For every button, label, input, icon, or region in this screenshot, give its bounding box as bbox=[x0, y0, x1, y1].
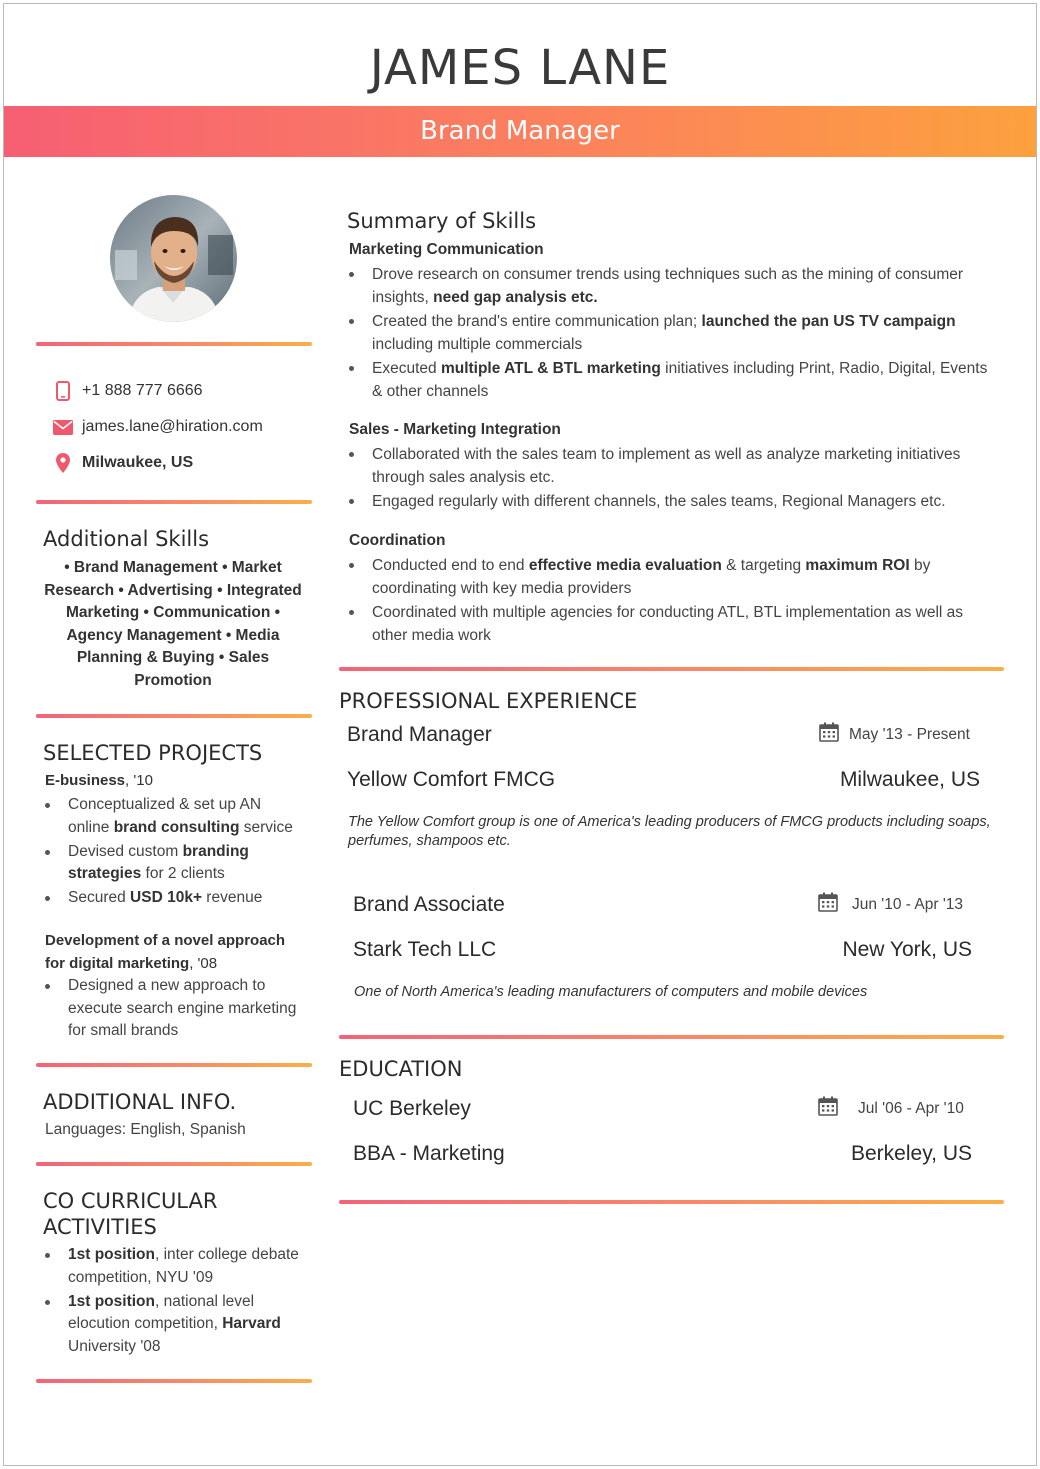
list-item: Engaged regularly with different channels, the sales teams, Regional Managers etc. bbox=[349, 490, 989, 513]
summary-title: Summary of Skills bbox=[347, 209, 537, 233]
divider-line bbox=[36, 1063, 312, 1067]
divider-line bbox=[36, 1162, 312, 1166]
divider-line bbox=[36, 714, 312, 718]
email-address[interactable]: james.lane@hiration.com bbox=[82, 418, 263, 435]
summary-bullets bbox=[349, 554, 989, 648]
list-item: 1st position, inter college debate competition, NYU '09 bbox=[45, 1244, 305, 1289]
additional-skills-title: Additional Skills bbox=[43, 527, 210, 551]
contact-location bbox=[52, 451, 193, 475]
list-item: Drove research on consumer trends using techniques such as the mining of consumer insights, need gap analysis etc. bbox=[349, 263, 989, 309]
project-name: Development of a novel approach for digital marketing bbox=[45, 932, 286, 972]
date-range: Jun '10 - Apr '13 bbox=[852, 895, 964, 913]
project-year: , '10 bbox=[125, 772, 153, 789]
list-item: Executed multiple ATL & BTL marketing initiatives including Print, Radio, Digital, Events & other channels bbox=[349, 357, 989, 403]
selected-projects-title: SELECTED PROJECTS bbox=[43, 741, 263, 765]
mail-icon bbox=[52, 416, 74, 438]
contact-email bbox=[52, 415, 263, 439]
project-heading bbox=[45, 930, 305, 975]
divider-line bbox=[339, 1200, 1004, 1204]
phone-number[interactable]: +1 888 777 6666 bbox=[82, 382, 203, 399]
divider-line bbox=[36, 342, 312, 346]
divider-line bbox=[339, 1035, 1004, 1039]
title-banner bbox=[4, 106, 1036, 157]
summary-group-title: Sales - Marketing Integration bbox=[349, 421, 561, 438]
project-heading bbox=[45, 772, 153, 789]
location-text: Milwaukee, US bbox=[82, 454, 194, 471]
additional-skills-list: • Brand Management • Market Research • Advertising • Integrated Marketing • Communication • Agency Management • Media Planning & Buying • Sales Promotion bbox=[44, 559, 302, 689]
job-title: Brand Manager bbox=[347, 723, 492, 746]
job-date bbox=[818, 892, 963, 917]
role-title: Brand Manager bbox=[420, 116, 620, 146]
avatar bbox=[110, 195, 237, 322]
job-description: The Yellow Comfort group is one of America's leading producers of FMCG products including soaps, perfumes, shampoos etc. bbox=[348, 814, 991, 849]
contact-phone bbox=[52, 379, 203, 403]
education-date bbox=[818, 1096, 964, 1121]
job-location: Milwaukee, US bbox=[839, 768, 980, 791]
co-curricular-title-line1: CO CURRICULAR bbox=[43, 1189, 218, 1213]
languages-text: Languages: English, Spanish bbox=[45, 1121, 246, 1138]
phone-icon bbox=[52, 380, 74, 402]
list-item: Created the brand's entire communication plan; launched the pan US TV campaign including multiple commercials bbox=[349, 310, 989, 356]
job-company: Yellow Comfort FMCG bbox=[347, 768, 556, 791]
list-item: 1st position, national level elocution competition, Harvard University '08 bbox=[45, 1291, 305, 1359]
date-range: Jul '06 - Apr '10 bbox=[858, 1099, 964, 1117]
list-item: Coordinated with multiple agencies for conducting ATL, BTL implementation as well as other media work bbox=[349, 601, 989, 647]
co-curricular-bullets bbox=[45, 1244, 305, 1360]
list-item: Secured USD 10k+ revenue bbox=[45, 887, 305, 910]
calendar-icon bbox=[818, 1096, 838, 1121]
school-name: UC Berkeley bbox=[353, 1097, 471, 1120]
summary-bullets bbox=[349, 443, 989, 514]
candidate-name: JAMES LANE bbox=[369, 40, 671, 96]
project-bullets bbox=[45, 975, 305, 1044]
additional-info-title: ADDITIONAL INFO. bbox=[43, 1090, 237, 1114]
summary-group-title: Coordination bbox=[349, 532, 446, 549]
avatar-photo-icon bbox=[110, 195, 237, 322]
calendar-icon bbox=[819, 722, 839, 747]
divider-line bbox=[36, 1379, 312, 1383]
job-title: Brand Associate bbox=[353, 893, 505, 916]
date-range: May '13 - Present bbox=[849, 725, 970, 743]
job-date bbox=[819, 722, 970, 747]
job-description: One of North America's leading manufacturers of computers and mobile devices bbox=[354, 984, 868, 1000]
job-location: New York, US bbox=[842, 938, 972, 961]
project-year: , '08 bbox=[189, 954, 218, 972]
list-item: Conceptualized & set up AN online brand consulting service bbox=[45, 794, 305, 839]
list-item: Devised custom branding strategies for 2 clients bbox=[45, 841, 305, 886]
job-company: Stark Tech LLC bbox=[353, 938, 497, 961]
education-title: EDUCATION bbox=[339, 1057, 463, 1081]
divider-line bbox=[339, 667, 1004, 671]
summary-bullets bbox=[349, 263, 989, 404]
list-item: Designed a new approach to execute search engine marketing for small brands bbox=[45, 975, 305, 1043]
co-curricular-title-line2: ACTIVITIES bbox=[43, 1215, 157, 1239]
list-item: Collaborated with the sales team to implement as well as analyze marketing initiatives through sales analysis etc. bbox=[349, 443, 989, 489]
calendar-icon bbox=[818, 892, 838, 917]
project-name: E-business bbox=[45, 772, 126, 789]
experience-title: PROFESSIONAL EXPERIENCE bbox=[339, 689, 638, 713]
summary-group-title: Marketing Communication bbox=[349, 241, 544, 258]
degree: BBA - Marketing bbox=[353, 1142, 505, 1165]
location-pin-icon bbox=[52, 452, 74, 474]
list-item: Conducted end to end effective media evaluation & targeting maximum ROI by coordinating with key media providers bbox=[349, 554, 989, 600]
divider-line bbox=[36, 500, 312, 504]
education-location: Berkeley, US bbox=[851, 1142, 972, 1165]
project-bullets bbox=[45, 794, 305, 911]
